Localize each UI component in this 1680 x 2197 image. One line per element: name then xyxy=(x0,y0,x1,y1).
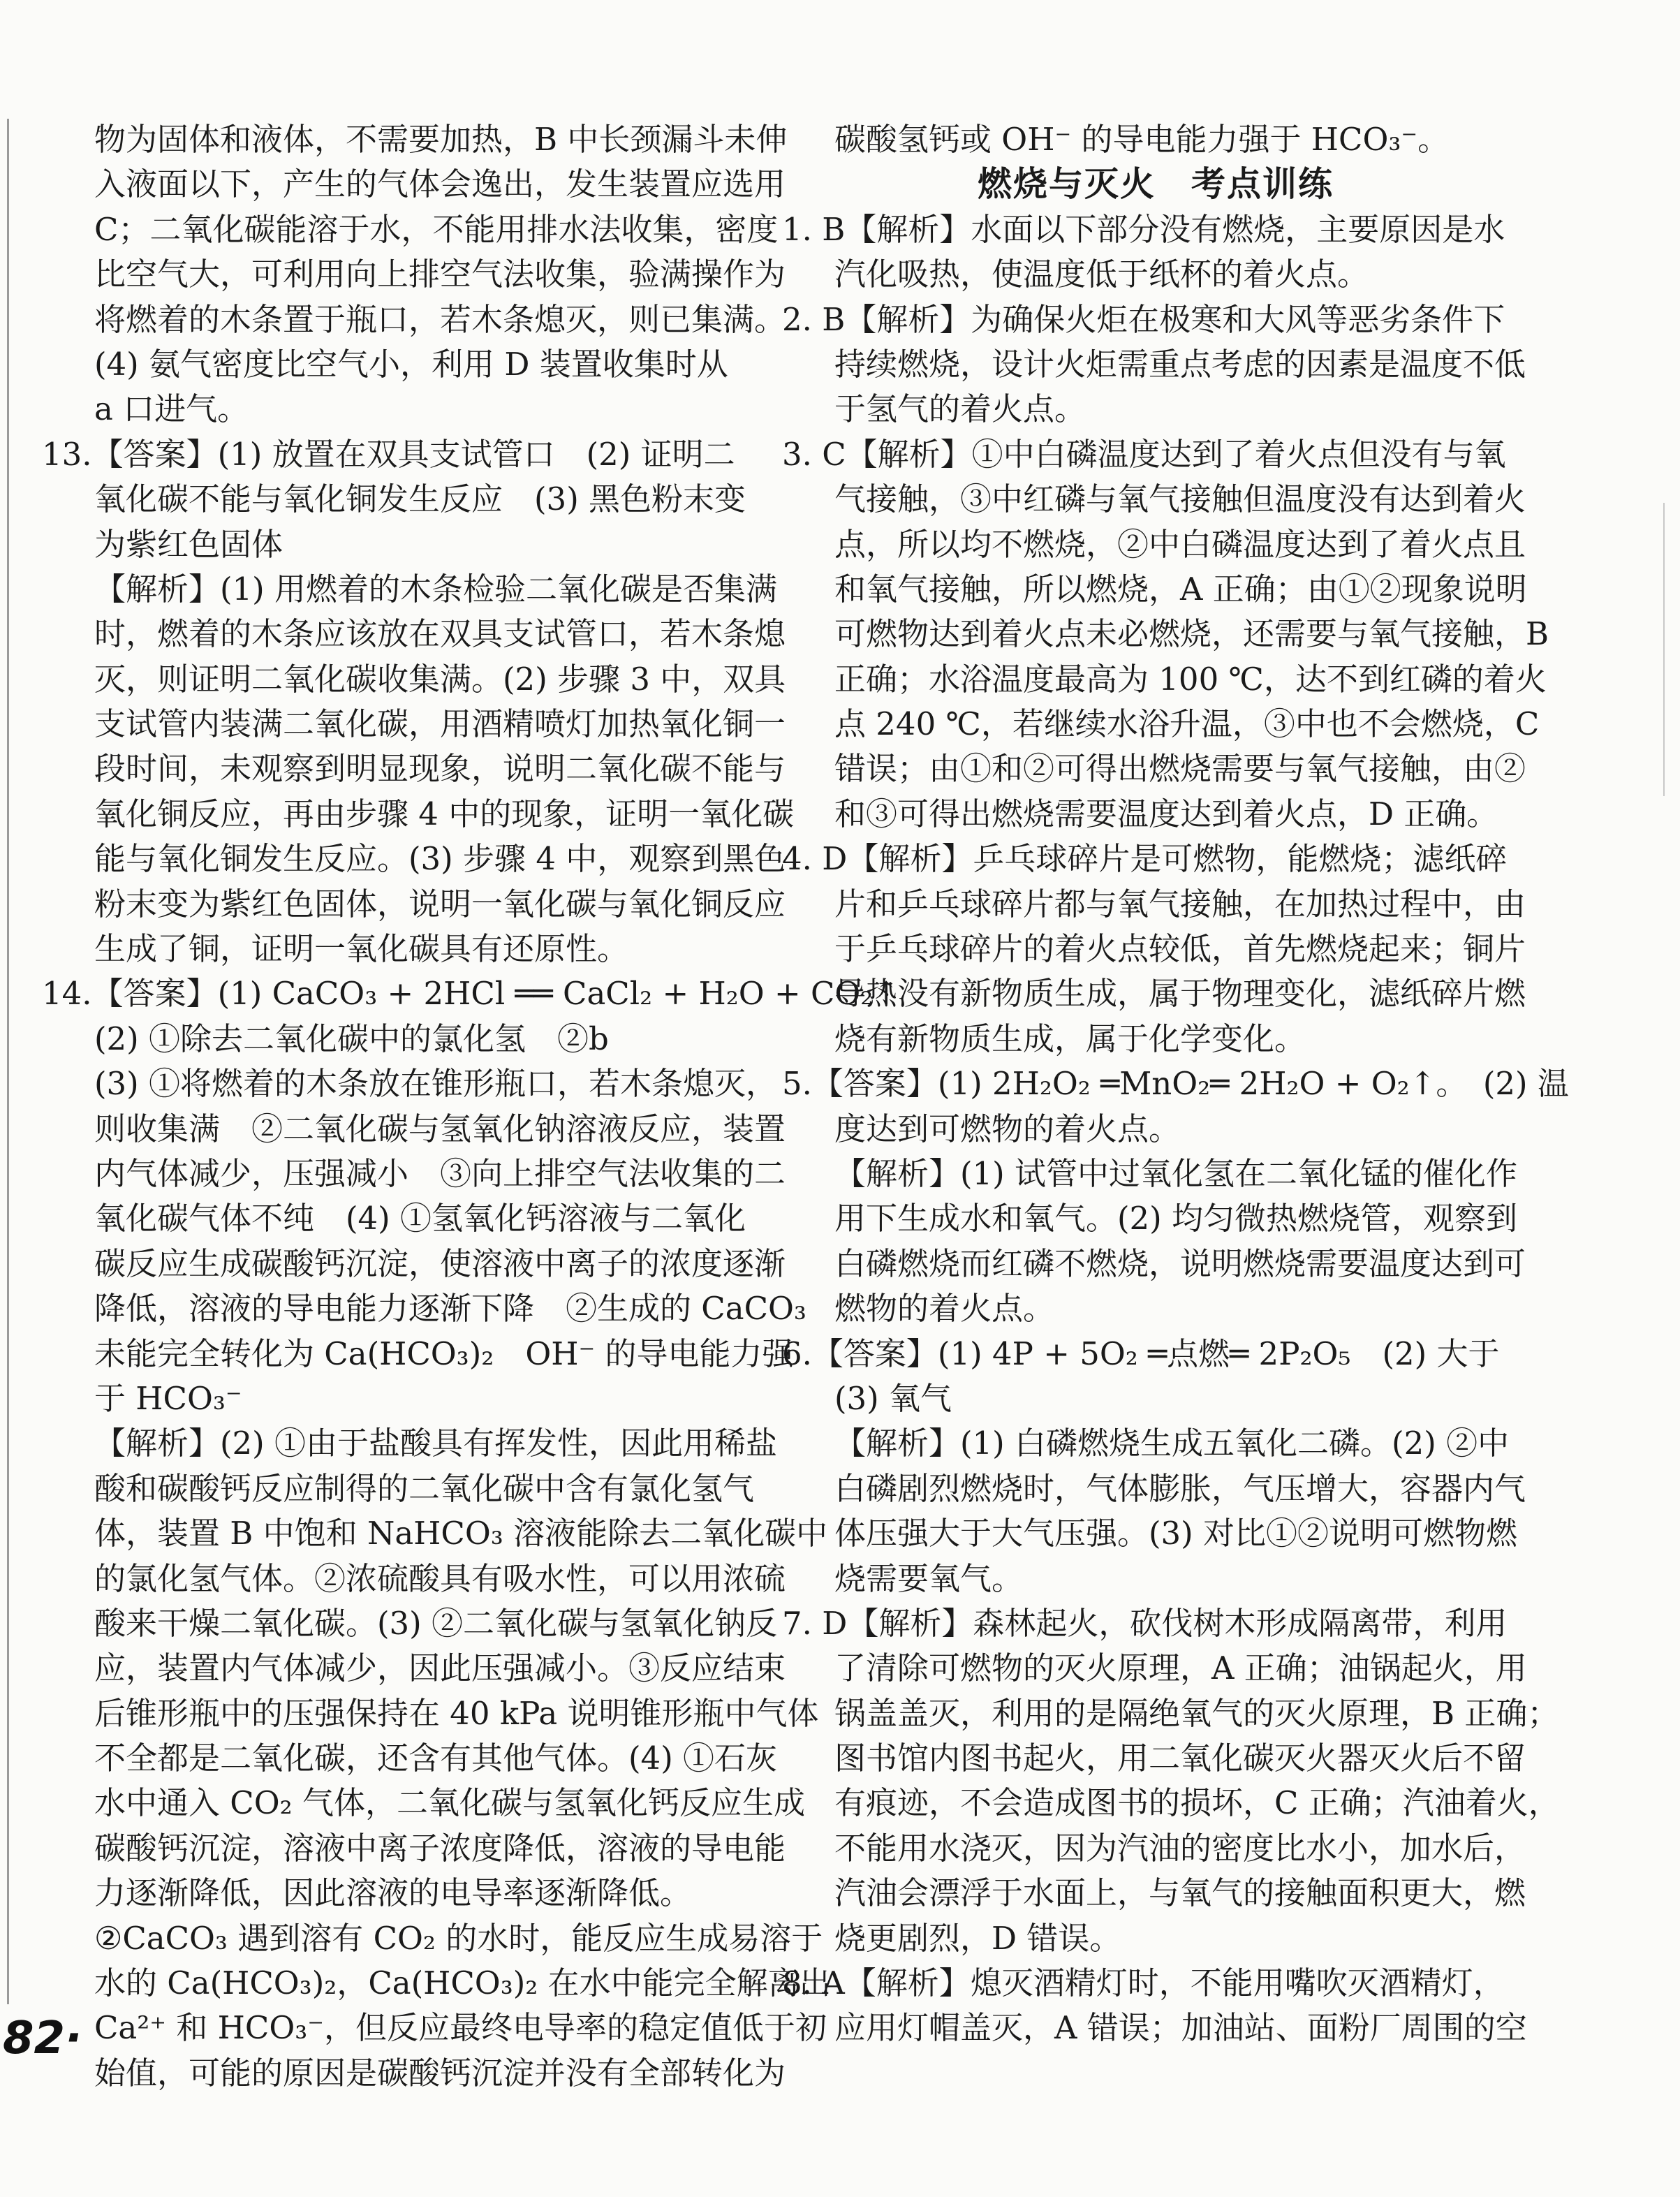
text-line: 为紫红色固体 xyxy=(94,525,283,563)
text-line: C；二氧化碳能溶于水，不能用排水法收集，密度 xyxy=(94,210,779,248)
text-line: 水中通入 CO₂ 气体，二氧化碳与氢氧化钙反应生成 xyxy=(94,1784,805,1822)
text-line: 物为固体和液体，不需要加热，B 中长颈漏斗未伸 xyxy=(94,121,788,158)
text-line: 碳反应生成碳酸钙沉淀，使溶液中离子的浓度逐渐 xyxy=(94,1244,786,1282)
text-line: 有痕迹，不会造成图书的损坏，C 正确；汽油着火， xyxy=(834,1784,1560,1822)
text-line: 粉末变为紫红色固体，说明一氧化碳与氧化铜反应 xyxy=(94,885,786,923)
text-line: (4) 氨气密度比空气小，利用 D 装置收集时从 xyxy=(94,345,728,383)
text-line: 白磷燃烧而红磷不燃烧，说明燃烧需要温度达到可 xyxy=(834,1244,1526,1282)
text-line: (3) 氧气 xyxy=(834,1379,952,1417)
text-line: 支试管内装满二氧化碳，用酒精喷灯加热氧化铜一 xyxy=(94,705,786,743)
binding-edge-line xyxy=(7,119,9,2004)
text-line: 的氯化氢气体。②浓硫酸具有吸水性，可以用浓硫 xyxy=(94,1559,786,1597)
text-line: 时，燃着的木条应该放在双具支试管口，若木条熄 xyxy=(94,615,786,653)
text-line: 了清除可燃物的灭火原理，A 正确；油锅起火，用 xyxy=(834,1649,1527,1687)
text-line: 烧有新物质生成，属于化学变化。 xyxy=(834,1020,1306,1057)
text-line: 入液面以下，产生的气体会逸出，发生装置应选用 xyxy=(94,166,786,203)
text-line: 1. B【解析】水面以下部分没有燃烧，主要原因是水 xyxy=(782,210,1505,248)
text-line: 不全都是二氧化碳，还含有其他气体。(4) ①石灰 xyxy=(94,1740,778,1777)
text-line: 酸和碳酸钙反应制得的二氧化碳中含有氯化氢气 xyxy=(94,1469,755,1507)
text-line: 【解析】(1) 用燃着的木条检验二氧化碳是否集满 xyxy=(94,570,778,608)
text-line: 【解析】(1) 白磷燃烧生成五氧化二磷。(2) ②中 xyxy=(834,1425,1510,1462)
text-line: 酸来干燥二氧化碳。(3) ②二氧化碳与氢氧化钠反 xyxy=(94,1604,778,1642)
text-line: 5.【答案】(1) 2H₂O₂ ═MnO₂═ 2H₂O + O₂↑。 (2) 温 xyxy=(782,1065,1569,1103)
text-line: 正确；水浴温度最高为 100 ℃，达不到红磷的着火 xyxy=(834,660,1547,698)
text-line: 灭，则证明二氧化碳收集满。(2) 步骤 3 中，双具 xyxy=(94,660,786,698)
text-line: 锅盖盖灭，利用的是隔绝氧气的灭火原理，B 正确； xyxy=(834,1694,1559,1732)
text-line: 始值，可能的原因是碳酸钙沉淀并没有全部转化为 xyxy=(94,2054,786,2092)
text-line: 燃物的着火点。 xyxy=(834,1290,1055,1328)
text-line: 持续燃烧，设计火炬需重点考虑的因素是温度不低 xyxy=(834,345,1526,383)
text-line: 点 240 ℃，若继续水浴升温，③中也不会燃烧，C xyxy=(834,705,1540,743)
text-line: 能与氧化铜发生反应。(3) 步骤 4 中，观察到黑色 xyxy=(94,840,786,878)
text-line: 4. D【解析】乒乓球碎片是可燃物，能燃烧；滤纸碎 xyxy=(782,840,1508,878)
text-line: 点，所以均不燃烧，②中白磷温度达到了着火点且 xyxy=(834,525,1526,563)
text-line: 13.【答案】(1) 放置在双具支试管口 (2) 证明二 xyxy=(42,435,735,473)
text-line: 则收集满 ②二氧化碳与氢氧化钠溶液反应，装置 xyxy=(94,1110,786,1147)
text-line: 和③可得出燃烧需要温度达到着火点，D 正确。 xyxy=(834,795,1498,832)
text-line: 【解析】(1) 试管中过氧化氢在二氧化锰的催化作 xyxy=(834,1154,1518,1192)
text-line: 片和乒乓球碎片都与氧气接触，在加热过程中，由 xyxy=(834,885,1526,923)
text-line: 导热没有新物质生成，属于物理变化，滤纸碎片燃 xyxy=(834,975,1526,1013)
text-line: 将燃着的木条置于瓶口，若木条熄灭，则已集满。 xyxy=(94,300,786,338)
text-line: 氧化铜反应，再由步骤 4 中的现象，证明一氧化碳 xyxy=(94,795,795,832)
text-line: Ca²⁺ 和 HCO₃⁻，但反应最终电导率的稳定值低于初 xyxy=(94,2009,827,2047)
text-line: 体，装置 B 中饱和 NaHCO₃ 溶液能除去二氧化碳中 xyxy=(94,1515,828,1552)
text-line: 应，装置内气体减少，因此压强减小。③反应结束 xyxy=(94,1649,786,1687)
page-number: 82· xyxy=(3,2013,82,2064)
text-line: 和氧气接触，所以燃烧，A 正确；由①②现象说明 xyxy=(834,570,1527,608)
text-line: 【解析】(2) ①由于盐酸具有挥发性，因此用稀盐 xyxy=(94,1425,778,1462)
text-line: 错误；由①和②可得出燃烧需要与氧气接触，由② xyxy=(834,750,1526,788)
right-column xyxy=(782,117,1569,2051)
text-line: 于氢气的着火点。 xyxy=(834,390,1086,428)
text-line: 氧化碳气体不纯 (4) ①氢氧化钙溶液与二氧化 xyxy=(94,1200,746,1237)
text-line: 后锥形瓶中的压强保持在 40 kPa 说明锥形瓶中气体 xyxy=(94,1694,819,1732)
section-heading: 燃烧与灭火 考点训练 xyxy=(977,164,1334,205)
text-line: 碳酸氢钙或 OH⁻ 的导电能力强于 HCO₃⁻。 xyxy=(834,121,1450,158)
text-line: 用下生成水和氧气。(2) 均匀微热燃烧管，观察到 xyxy=(834,1200,1518,1237)
text-line: 碳酸钙沉淀，溶液中离子浓度降低，溶液的导电能 xyxy=(94,1829,786,1867)
text-line: 汽化吸热，使温度低于纸杯的着火点。 xyxy=(834,256,1369,293)
text-line: 气接触，③中红磷与氧气接触但温度没有达到着火 xyxy=(834,480,1526,518)
text-line: 图书馆内图书起火，用二氧化碳灭火器灭火后不留 xyxy=(834,1740,1526,1777)
text-line: 8. A【解析】熄灭酒精灯时，不能用嘴吹灭酒精灯， xyxy=(782,1964,1505,2002)
scan-edge-line xyxy=(1663,503,1665,796)
text-line: 生成了铜，证明一氧化碳具有还原性。 xyxy=(94,930,629,968)
text-line: 应用灯帽盖灭，A 错误；加油站、面粉厂周围的空 xyxy=(834,2009,1527,2047)
text-line: (3) ①将燃着的木条放在锥形瓶口，若木条熄灭， xyxy=(94,1065,778,1103)
text-line: 水的 Ca(HCO₃)₂，Ca(HCO₃)₂ 在水中能完全解离出 xyxy=(94,1964,831,2002)
text-line: 可燃物达到着火点未必燃烧，还需要与氧气接触，B xyxy=(834,615,1549,653)
text-line: 14.【答案】(1) CaCO₃ + 2HCl ══ CaCl₂ + H₂O + CO₂↑ xyxy=(42,975,900,1013)
text-line: 烧更剧烈，D 错误。 xyxy=(834,1919,1121,1957)
text-line: 未能完全转化为 Ca(HCO₃)₂ OH⁻ 的导电能力强 xyxy=(94,1335,794,1372)
text-line: (2) ①除去二氧化碳中的氯化氢 ②b xyxy=(94,1020,609,1057)
text-line: 力逐渐降低，因此溶液的电导率逐渐降低。 xyxy=(94,1874,692,1912)
text-line: 氧化碳不能与氧化铜发生反应 (3) 黑色粉末变 xyxy=(94,480,746,518)
text-line: 汽油会漂浮于水面上，与氧气的接触面积更大，燃 xyxy=(834,1874,1526,1912)
text-line: 内气体减少，压强减小 ③向上排空气法收集的二 xyxy=(94,1154,786,1192)
text-line: 3. C【解析】①中白磷温度达到了着火点但没有与氧 xyxy=(782,435,1506,473)
text-line: 于 HCO₃⁻ xyxy=(94,1379,242,1417)
text-line: 体压强大于大气压强。(3) 对比①②说明可燃物燃 xyxy=(834,1515,1518,1552)
text-line: ②CaCO₃ 遇到溶有 CO₂ 的水时，能反应生成易溶于 xyxy=(94,1919,823,1957)
text-line: 不能用水浇灭，因为汽油的密度比水小，加水后， xyxy=(834,1829,1526,1867)
text-line: 烧需要氧气。 xyxy=(834,1559,1024,1597)
text-line: a 口进气。 xyxy=(94,390,249,428)
text-line: 7. D【解析】森林起火，砍伐树木形成隔离带，利用 xyxy=(782,1604,1508,1642)
text-line: 6.【答案】(1) 4P + 5O₂ ═点燃═ 2P₂O₅ (2) 大于 xyxy=(782,1335,1500,1372)
text-line: 段时间，未观察到明显现象，说明二氧化碳不能与 xyxy=(94,750,786,788)
text-line: 于乒乓球碎片的着火点较低，首先燃烧起来；铜片 xyxy=(834,930,1526,968)
text-line: 比空气大，可利用向上排空气法收集，验满操作为 xyxy=(94,256,786,293)
text-line: 度达到可燃物的着火点。 xyxy=(834,1110,1181,1147)
text-line: 降低，溶液的导电能力逐渐下降 ②生成的 CaCO₃ xyxy=(94,1290,806,1328)
text-line: 2. B【解析】为确保火炬在极寒和大风等恶劣条件下 xyxy=(782,300,1505,338)
text-line: 白磷剧烈燃烧时，气体膨胀，气压增大，容器内气 xyxy=(834,1469,1526,1507)
